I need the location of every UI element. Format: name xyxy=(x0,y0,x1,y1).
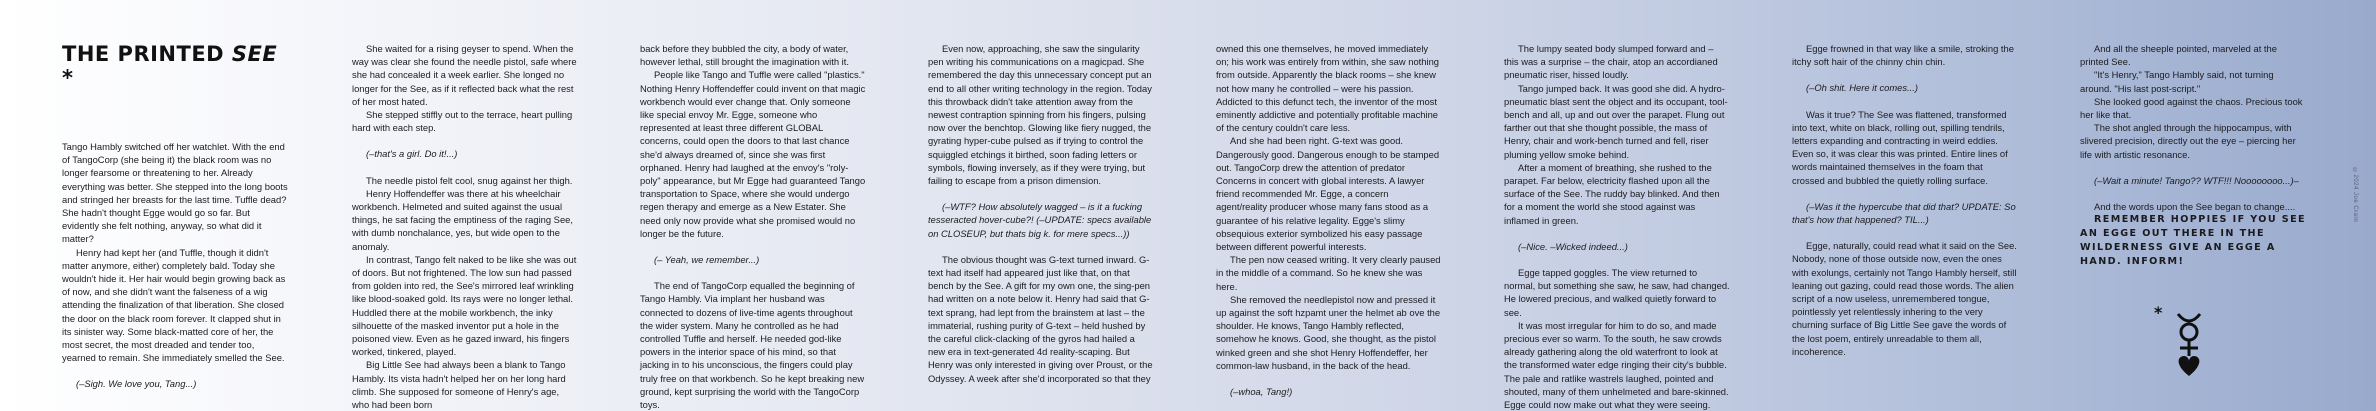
paragraph: She removed the needlepistol now and pressed it up against the soft hzpamt uner the helmet ab ove the shoulder. He knows, Tango Hambly reflected, somehow he knows. Good, she thought, as the pistol winked green and she shot Henry Hoffendeffer, her common-law husband, in the back of the head. xyxy=(1216,293,1441,371)
paragraph: The lumpy seated body slumped forward and – this was a surprise – the chair, atop an accordianed pneumatic riser, hissed loudly. xyxy=(1504,43,1718,81)
column-1 xyxy=(62,140,288,404)
paragraph: The end of TangoCorp equalled the beginning of Tango Hambly. Via implant her husband was connected to dozens of live-time agents throughout the wider system. Many he controlled as he had controlled Tuffle and herself. He needed god-like powers in the interior space of his mind, so that jacking in to his unconscious, the fingers could play truly free on that workbench. So he kept breaking new ground, kept surprising the world with the TangoCorp toys. xyxy=(640,280,865,411)
paragraph: Even now, approaching, she saw the singularity pen writing his communications on a magicpad. She remembered the day this unnecessary concept put an end to all other writing technology in the region. Today this throwback didn't take attention away from the newest contraption spinning from his fingers, pulsing now over the benchtop. Glowing like fiery nugged, the gyrating hyper-cube pulsed as if trying to control the squiggled etchings it birthed, soon fading letters or symbols, flowing inversely, as if they were trying, but failing to escape from a prison dimension. xyxy=(928,43,1152,187)
paragraph: Big Little See had always been a blank to Tango Hambly. Its vista hadn't helped her on her long hard climb. She supposed for someone of Henry's age, who had been born xyxy=(352,359,566,411)
paragraph: She stepped stiffly out to the terrace, heart pulling hard with each step. xyxy=(352,109,573,134)
egge-glyph-icon xyxy=(2154,300,2224,385)
column-5 xyxy=(1216,42,1442,411)
aside-comment: (–Was it the hypercube that did that? UPDATE: So that's how that happened? TIL...) xyxy=(1792,200,2016,226)
paragraph: "It's Henry," Tango Hambly said, not turning around. "His last post-script." xyxy=(2080,69,2274,94)
paragraph: After a moment of breathing, she rushed to the parapet. Far below, electricity flashed upon all the surface of the See. The ruddy bay blinked. And then for a moment the world she stood against was inflamed in green. xyxy=(1504,161,1720,226)
aside-comment: (–Nice. –Wicked indeed...) xyxy=(1518,240,1628,252)
paragraph: Henry had kept her (and Tuffle, though it didn't matter anymore, either) completely bald. Today she wouldn't hide it. Her hair would begin growing back as of now, and she didn't want the falseness of a wig attending the finalization of that liberation. She closed the door on the black room forever. It clapped shut in its sinister way. Some black-matted core of her, the most secret, the most dreaded and tender too, yearned to remain. She immediately smelled the See. xyxy=(62,246,286,364)
paragraph: owned this one themselves, he moved immediately on; his work was entirely from within, she saw nothing from outside. Apparently the black rooms – she knew not how many he controlled – were his passion. Addicted to this defunct tech, the inventor of the most eminently addictive and potentially profitable machine of the century couldn't care less. xyxy=(1216,43,1440,134)
paragraph: Tango jumped back. It was good she did. A hydro-pneumatic blast sent the object and its occupant, tool-bench and all, up and out over the parapet. Flung out farther out that she thought possible, the mass of Henry, chair and work-bench turned and fell, riser pluming yellow smoke behind. xyxy=(1504,82,1728,160)
paragraph: The shot angled through the hippocampus, with slivered precision, directly out the eye – piercing her life with artistic resonance. xyxy=(2080,122,2296,160)
paragraph: And the words upon the See began to change.... xyxy=(2094,201,2296,213)
aside-comment: (–whoa, Tang!) xyxy=(1230,386,1293,398)
closing-callout: REMEMBER HOPPIES IF YOU SEE AN EGGE OUT THERE IN THE WILDERNESS GIVE AN EGGE A HAND. INFORM! xyxy=(2080,214,2306,268)
paragraph: The pen now ceased writing. It very clearly paused in the middle of a command. So he knew she was here. xyxy=(1216,254,1441,292)
paragraph: Egge tapped goggles. The view returned to normal, but something she saw, he saw, had changed. He lowered precious, and walked quietly forward to see. xyxy=(1504,267,1730,318)
paragraph: And all the sheeple pointed, marveled at the printed See. xyxy=(2080,43,2277,68)
margin-note: ©2024 Joe Crain xyxy=(2352,168,2358,223)
paragraph: She waited for a rising geyser to spend. When the way was clear she found the needle pistol, safe where she had concealed it a week earlier. She longed no longer for the See, as if it reflected back what the rest of her most hated. xyxy=(352,43,577,107)
glyph-asterisk: * xyxy=(2154,303,2163,322)
aside-comment: (–Sigh. We love you, Tang...) xyxy=(76,378,197,390)
paragraph: Was it true? The See was flattened, transformed into text, white on black, rolling out, spilling tendrils, letters expanding and contracting in weird eddies. Even so, it was clear this was printed. Entire lines of words maintained themselves in the foam that crossed and bubbled the quietly rolling surface. xyxy=(1792,108,2008,186)
aside-comment: (–WTF? How absolutely wagged – is it a fucking tesseracted hover-cube?! (–UPDATE: specs available on CLOSEUP, but thats big k. for mere specs...)) xyxy=(928,201,1152,239)
paragraph: The obvious thought was G-text turned inward. G-text had itself had appeared just like that, on that bench by the See. A gift for my own one, the sing-pen had written on a note below it. Henry had said that G-text sprang, had lept from the brainstem at last – the immaterial, rushing purity of G-text – held hushed by the careful click-clacking of the gyros had hailed a new era in text-generated 4d reality-scaping. But Henry was only interested in giving over Proust, or the Odyssey. A week after she'd incorporated so that they xyxy=(928,253,1153,384)
column-8 xyxy=(2080,42,2306,269)
aside-comment: (– Yeah, we remember...) xyxy=(654,254,760,266)
paragraph: Egge, naturally, could read what it said on the See. Nobody, none of those outside now, even the ones with exolungs, certainly not Tango Hambly herself, still leaning out gazing, could read those words. The alien script of a now useless, unremembered tongue, pointlessly yet relentlessly inhering to the very churning surface of Big Little See gave the words of the lost poem, entirely unreadable to them all, incoherence. xyxy=(1792,240,2017,357)
aside-comment: (–Wait a minute! Tango?? WTF!!! Noooooooo...)– xyxy=(2094,174,2299,186)
paragraph: People like Tango and Tuffle were called "plastics." Nothing Henry Hoffendeffer could invent on that magic workbench would ever change that. Only someone like special envoy Mr. Egge, someone who represented at least three different GLOBAL concerns, could open the doors to that last chance she'd always dreamed of, since she was first orphaned. Henry had laughed at the envoy's "roly-poly" appearance, but Mr Egge had guaranteed Tango transportation to Space, where she would undergo regen therapy and emerge as a New Estater. She need only now provide what she promised would no longer be the future. xyxy=(640,69,866,239)
paragraph: She looked good against the chaos. Precious took her like that. xyxy=(2080,95,2303,121)
paragraph: Henry Hoffendeffer was there at his wheelchair workbench. Helmeted and suited against the usual things, he sat facing the emptiness of the raging See, with dumb nonchalance, yes, but wide open to the anomaly. xyxy=(352,187,573,252)
paragraph: Tango Hambly switched off her watchlet. With the end of TangoCorp (she being it) the black room was no longer fearsome or threatening to her. Already everything was better. She stepped into the long boots and stringed her breasts for the last time. Tuffle dead? She hadn't thought Egge would go so far. But evidently she felt nothing, anyway, so what did it matter? xyxy=(62,141,288,245)
column-2 xyxy=(352,42,578,411)
column-7 xyxy=(1792,42,2018,358)
title-see: SEE xyxy=(231,42,278,66)
paragraph: And she had been right. G-text was good. Dangerously good. Dangerous enough to be stamped out. TangoCorp drew the attention of predator Concerns in concert with global interests. A lawyer friend recommended Mr. Egge, a concern agent/reality producer whose many fans stood as a guarantee of his relative legality. Egge's slimy obsequious exterior symbolized his easy passage between different powerful interests. xyxy=(1216,135,1440,253)
aside-comment: (–Oh shit. Here it comes...) xyxy=(1806,82,1919,94)
paragraph: It was most irregular for him to do so, and made precious ever so warm. To the south, he saw crowds already gathering along the old waterfront to look at the transformed water edge ringing their city's bubble. The pale and ratlike wastrels laughed, pointed and shouted, many of them unhelmeted and bare-skinned. Egge could now make out what they were seeing. xyxy=(1504,319,1729,411)
paragraph: In contrast, Tango felt naked to be like she was out of doors. But not frightened. The low sun had passed from golden into red, the See's mirrored leaf wrinkling like blood-soaked gold. Its rays were no longer lethal. Huddled there at the mobile workbench, the inky silhouette of the masked inventor put a hole in the poisoned view. Even as he gazed inward, his fingers worked, tinkered, played. xyxy=(352,253,577,358)
column-6 xyxy=(1504,42,1730,411)
article-title: THE PRINTED SEE * xyxy=(62,42,278,90)
aside-comment: (–that's a girl. Do it!...) xyxy=(366,148,458,160)
paragraph: Egge frowned in that way like a smile, stroking the itchy soft hair of the chinny chin chin. xyxy=(1792,43,2014,68)
paragraph: The needle pistol felt cool, snug against her thigh. xyxy=(366,174,573,186)
column-4 xyxy=(928,42,1154,385)
paragraph: back before they bubbled the city, a body of water, however lethal, still brought the imagination with it. xyxy=(640,43,849,68)
column-3 xyxy=(640,42,866,411)
